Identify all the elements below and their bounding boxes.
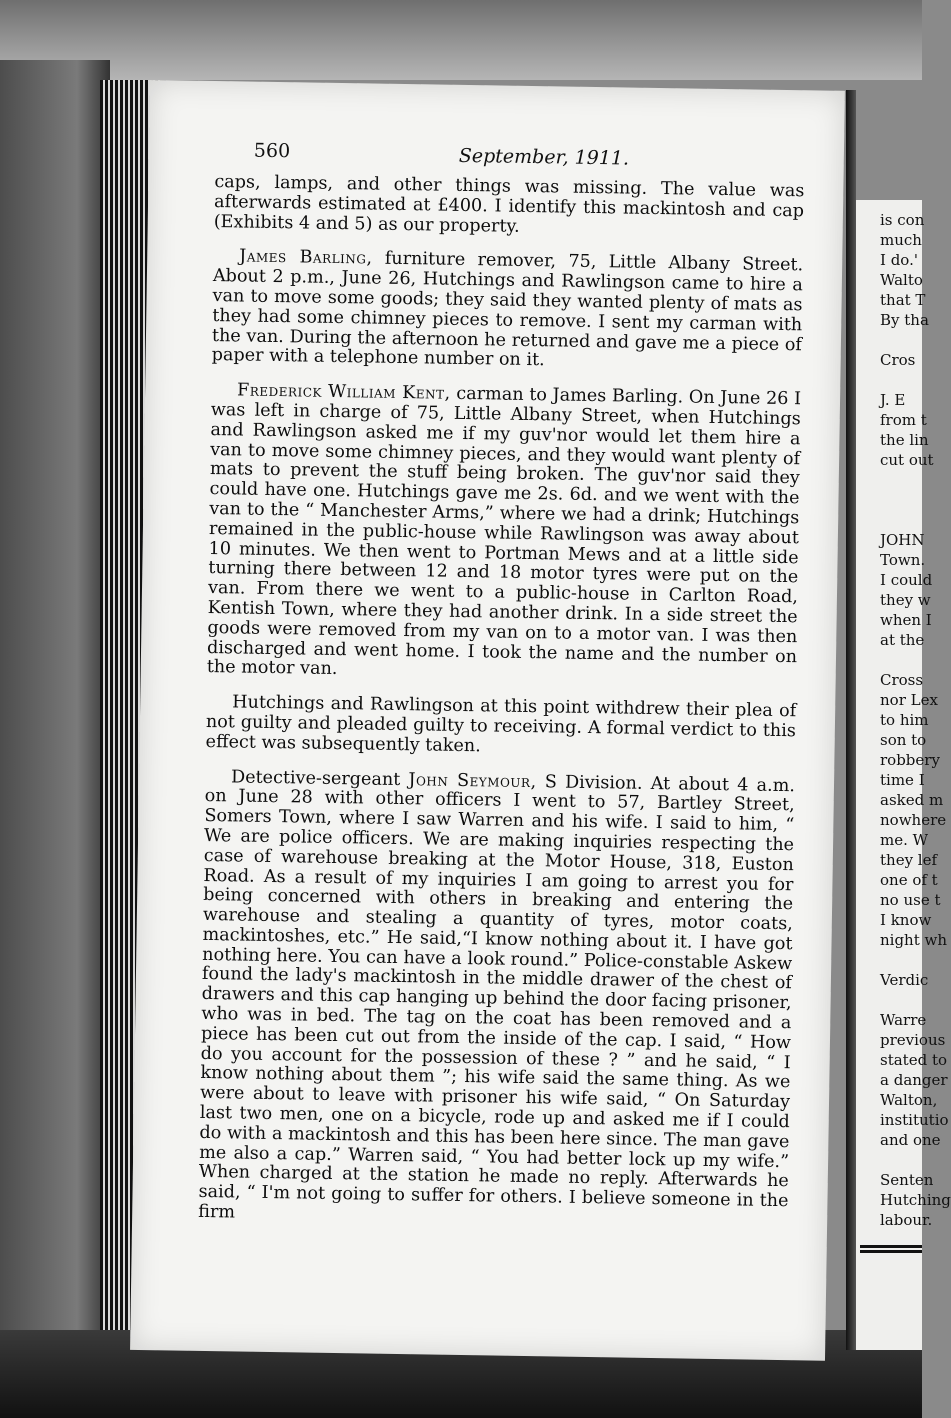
body-text [198,173,805,1247]
adjacent-page-line: they w [880,591,931,609]
adjacent-page-line: me. W [880,831,929,849]
adjacent-page-line [880,990,951,1010]
running-head: September, 1911. [458,144,630,170]
adjacent-page-line [880,950,951,970]
adjacent-page-line [880,370,951,390]
adjacent-page-line: they lef [880,851,938,869]
paragraph-text: carman to James Barling. On June 26 I was left in charge of 75, Little Albany Street, when Hutchings and Rawlingson asked me if my guv'nor would let them hire a van to move some chimney pieces, and they would want plenty of mats to prevent the stuff being broken. The guv'nor said they could have one. Hutchings gave me 2s. 6d. and we went with the van to the “ Manchester Arms,” where we had a drink; Hutchings remained in the public-house while Rawlingson was away about 10 minutes. We then went to Portman Mews and at a little side turning there between 12 and 18 motor tyres were put on the van. From there we went to a public-house in Carlton Road, Kentish Town, where they had another drink. In a side street the goods were removed from my van on to a motor van. I was then discharged and went home. I took the name and the number on the motor van. [206,383,802,680]
adjacent-page-line [880,1150,951,1170]
scan-background-top [0,0,922,80]
adjacent-page-line: JOHN [880,531,925,549]
adjacent-page-line: night wh [880,931,948,949]
adjacent-page-line: labour. [880,1211,933,1229]
adjacent-page-line: Senten [880,1171,934,1189]
adjacent-page-line: is con [880,211,925,229]
adjacent-page-line: cut out [880,451,934,469]
adjacent-page-line: robbery [880,751,940,769]
witness-name: James Barling, [239,246,373,269]
adjacent-page-line: Cros [880,351,916,369]
adjacent-page-line: Hutching [880,1191,951,1209]
book-page [130,80,845,1361]
adjacent-page-line: asked m [880,791,944,809]
witness-title: Detective-sergeant [230,766,409,790]
adjacent-page-line: Walton, [880,1091,938,1109]
paragraph-text: furniture remover, 75, Little Albany Street. About 2 p.m., June 26, Hutchings and Rawlingson came to hire a van to move some goods; they said they wanted plenty of mats as they had some chimney pieces to remove. I sent my carman with the van. During the afternoon he returned and gave me a piece of paper with a telephone number on it. [211,248,804,371]
adjacent-page-line: nor Lex [880,691,938,709]
adjacent-page-line: nowhere [880,811,947,829]
adjacent-page-line: previous [880,1031,946,1049]
adjacent-page-line: I know [880,911,932,929]
adjacent-page-line: one of t [880,871,938,889]
adjacent-page-line: at the [880,631,925,649]
adjacent-page-line: much [880,231,922,249]
paragraph-text: S Division. At about 4 a.m. on June 28 with other officers I went to 57, Bartley Street, Somers Town, where I saw Warren and his wife. I said to him, “ We are police officers. We are making inquiries respecting the case of warehouse breaking at the Motor House, 318, Euston Road. As a result of my inquiries I am going to arrest you for being concerned with others in breaking and entering the warehouse and stealing a quantity of tyres, motor coats, mackintoshes, etc.” He said,“I know nothing about it. I have got nothing here. You can have a look round.” Police-constable Askew found the lady's mackintosh in the middle drawer of the chest of drawers and this cap hanging up behind the door facing prisoner, who was in bed. The tag on the coat has been removed and a piece has been cut out from the inside of the cap. I said, “ How do you account for the possession of these ? ” and he said, “ I know nothing about them ”; his wife said the same thing. As we were about to leave with prisoner his wife said, “ On Saturday last two men, one on a bicycle, rode up and asked me if I could do with a mackintosh and this has been here since. The man gave me also a cap.” Warren said, “ You had better lock up my wife.” When charged at the station he made no reply. Afterwards he said, “ I'm not going to suffer for others. I believe someone in the firm [198,771,796,1223]
adjacent-page-line: I do.' [880,251,918,269]
adjacent-page-line: stated to [880,1051,948,1069]
paragraph [205,693,796,762]
adjacent-page-line [880,650,951,670]
adjacent-page-line [880,510,951,530]
adjacent-page-line: Cross [880,671,924,689]
adjacent-page-line: I could [880,571,933,589]
adjacent-page-line: time I [880,771,925,789]
section-rule [860,1245,922,1248]
adjacent-page-line: J. E [880,391,906,409]
adjacent-page-line: from t [880,411,927,429]
adjacent-page-line: Walto [880,271,923,289]
adjacent-page-line: son to [880,731,927,749]
book-gutter [846,90,856,1350]
page-header [254,140,814,179]
witness-name: John Seymour, [408,769,537,792]
adjacent-page-line: no use t [880,891,941,909]
paragraph-text: Hutchings and Rawlingson at this point withdrew their plea of not guilty and pleaded guilty to receiving. A formal verdict to this effect was subsequently taken. [205,692,797,756]
adjacent-page-line: Town. [880,551,926,569]
page-number: 560 [253,139,291,163]
adjacent-page-line: the lin [880,431,929,449]
adjacent-page-line: Warre [880,1011,927,1029]
paragraph [214,173,805,242]
adjacent-page-line: institutio [880,1111,949,1129]
adjacent-page-line: By tha [880,311,929,329]
adjacent-page-line: a danger [880,1071,948,1089]
adjacent-page-line [880,490,951,510]
adjacent-page-line: that T [880,291,926,309]
paragraph [207,381,802,687]
adjacent-page-line [880,330,951,350]
adjacent-page-line: when I [880,611,932,629]
adjacent-page [856,200,951,1350]
adjacent-page-text [880,210,951,1230]
paragraph-text: caps, lamps, and other things was missing. The value was afterwards estimated at £400. I identify this mackintosh and cap (Exhibits 4 and 5) as our property. [213,172,805,237]
adjacent-page-line: and one [880,1131,941,1149]
adjacent-page-line: Verdic [880,971,929,989]
witness-name: Frederick William Kent, [236,380,451,404]
paragraph [198,767,795,1232]
scan-background-left [0,60,110,1360]
paragraph [212,247,804,375]
adjacent-page-line: to him [880,711,929,729]
adjacent-page-line [880,470,951,490]
